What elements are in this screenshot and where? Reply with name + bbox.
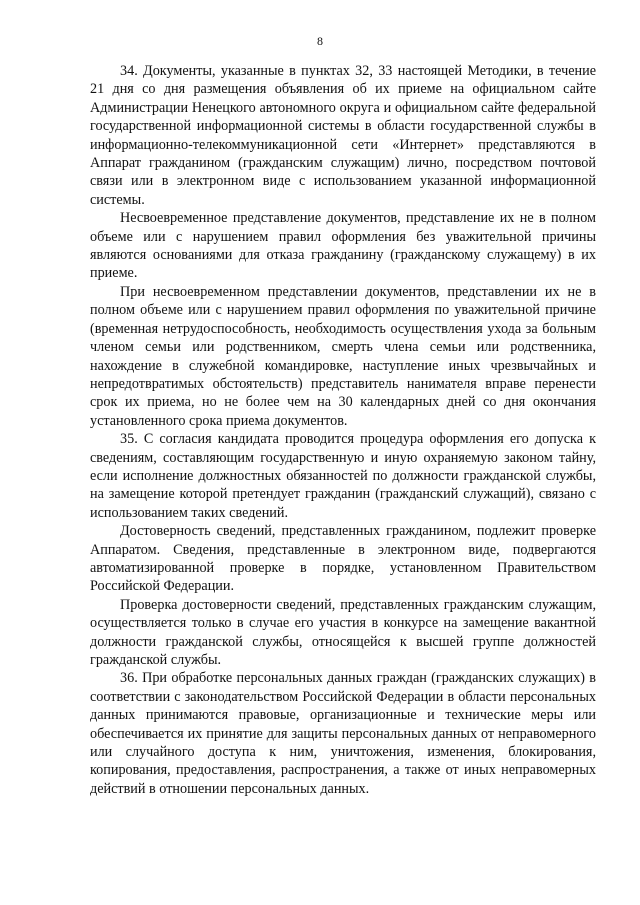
paragraph-34: 34. Документы, указанные в пунктах 32, 33 настоящей Методики, в течение 21 дня со дня размещения объявления об их приеме на официальном сайте Администрации Ненецкого автономного округа и официальном сайте федеральной государственной информационной системы в области государственной службы в информационно-телекоммуникационной сети «Интернет» представляются в Аппарат гражданином (гражданским служащим) лично, посредством почтовой связи или в электронном виде с использованием указанной информационной системы. [90,63,596,208]
document-body [90,62,596,798]
paragraph-verification: Достоверность сведений, представленных гражданином, подлежит проверке Аппаратом. Сведения, представленные в электронном виде, подвергаются автоматизированной проверке в порядке, установленном Правительством Российской Федерации. [90,523,596,595]
paragraph-verification-civil-servant: Проверка достоверности сведений, представленных гражданским служащим, осуществляется только в случае его участия в конкурсе на замещение вакантной должности гражданской службы, относящейся к высшей группе должностей гражданской службы. [90,596,596,668]
paragraph-35: 35. С согласия кандидата проводится процедура оформления его допуска к сведениям, составляющим государственную и иную охраняемую законом тайну, если исполнение должностных обязанностей по должности гражданской службы, на замещение которой претендует гражданин (гражданский служащий), связано с использованием таких сведений. [90,431,596,521]
paragraph-untimely-refusal: Несвоевременное представление документов, представление их не в полном объеме или с нарушением правил оформления без уважительной причины являются основаниями для отказа гражданину (гражданскому служащему) в их приеме. [90,210,596,282]
paragraph-36: 36. При обработке персональных данных граждан (гражданских служащих) в соответствии с законодательством Российской Федерации в области персональных данных принимаются правовые, организационные и технические меры или обеспечивается их принятие для защиты персональных данных от неправомерного или случайного доступа к ним, уничтожения, изменения, блокирования, копирования, предоставления, распространения, а также от иных неправомерных действий в отношении персональных данных. [90,670,596,797]
page-number: 8 [317,34,323,48]
paragraph-deadline-extension: При несвоевременном представлении документов, представлении их не в полном объеме или с нарушением правил оформления по уважительной причине (временная нетрудоспособность, необходимость осуществления ухода за больным членом семьи или родственником, смерть члена семьи или родственника, нахождение в служебной командировке, наступление иных чрезвычайных и непредотвратимых обстоятельств) представитель нанимателя вправе перенести срок их приема, но не более чем на 30 календарных дней со дня окончания установленного срока приема документов. [90,283,596,429]
